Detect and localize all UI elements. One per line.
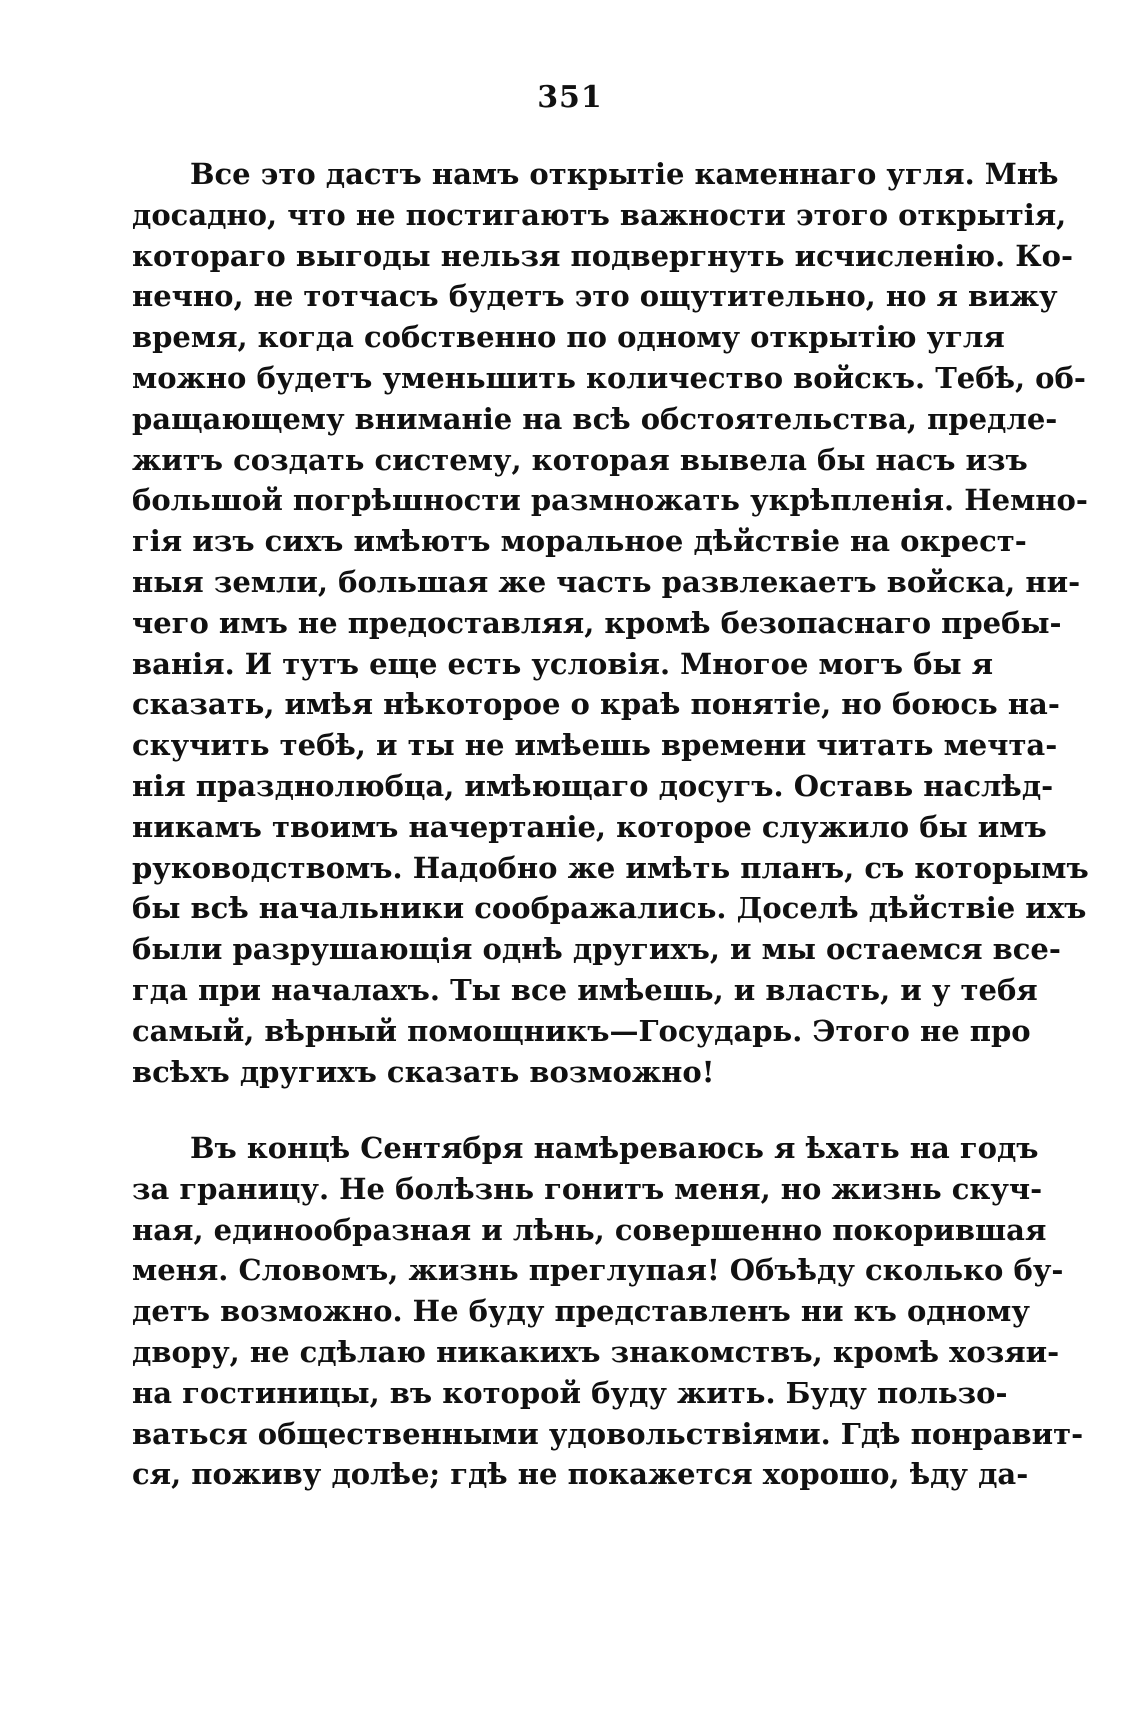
text-line: чего имъ не предоставляя, кромѣ безопаснаго пребы- — [132, 605, 1062, 640]
text-line: большой погрѣшности размножать укрѣпленія. Немно- — [132, 483, 1088, 518]
text-line: детъ возможно. Не буду представленъ ни къ одному — [132, 1294, 1030, 1329]
text-line: были разрушающія однѣ другихъ, и мы остаемся все- — [132, 932, 1061, 967]
text-line: Въ концѣ Сентября намѣреваюсь я ѣхать на годъ — [190, 1131, 1039, 1165]
text-line: ныя земли, большая же часть развлекаетъ войска, ни- — [132, 564, 1081, 599]
text-line: время, когда собственно по одному открытію угля — [132, 320, 1005, 355]
text-line: котораго выгоды нельзя подвергнуть исчисленію. Ко- — [132, 238, 1074, 273]
text-line: руководствомъ. Надобно же имѣть планъ, съ которымъ — [132, 850, 1089, 885]
text-line: бы всѣ начальники соображались. Доселѣ дѣйствіе ихъ — [132, 891, 1087, 926]
text-line: ванія. И тутъ еще есть условія. Многое могъ бы я — [132, 646, 994, 681]
text-line: ся, поживу долѣе; гдѣ не покажется хорошо, ѣду да- — [132, 1457, 1029, 1492]
paragraph-2 — [132, 1128, 1084, 1495]
text-line: Все это дастъ намъ открытіе каменнаго угля. Мнѣ — [190, 157, 1059, 191]
text-line: самый, вѣрный помощникъ—Государь. Этого не про — [132, 1013, 1031, 1048]
text-line: гія изъ сихъ имѣютъ моральное дѣйствіе на окрест- — [132, 524, 1027, 559]
text-line: двору, не сдѣлаю никакихъ знакомствъ, кромѣ хозяи- — [132, 1334, 1060, 1369]
text-line: сказать, имѣя нѣкоторое о краѣ понятіе, но боюсь на- — [132, 687, 1060, 722]
text-line: досадно, что не постигаютъ важности этого открытія, — [132, 197, 1067, 232]
text-line: нечно, не тотчасъ будетъ это ощутительно, но я вижу — [132, 279, 1058, 314]
text-line: за границу. Не болѣзнь гонитъ меня, но жизнь скуч- — [132, 1171, 1043, 1206]
text-line: меня. Словомъ, жизнь преглупая! Объѣду сколько бу- — [132, 1253, 1064, 1288]
text-line: никамъ твоимъ начертаніе, которое служило бы имъ — [132, 809, 1047, 844]
paragraph-1 — [132, 154, 1089, 1092]
text-line: ная, единообразная и лѣнь, совершенно покорившая — [132, 1212, 1047, 1247]
text-line: житъ создать систему, которая вывела бы насъ изъ — [132, 442, 1028, 477]
text-line: всѣхъ другихъ сказать возможно! — [132, 1054, 715, 1089]
text-line: нія празднолюбца, имѣющаго досугъ. Оставь наслѣд- — [132, 768, 1054, 803]
page-number: 351 — [537, 80, 603, 115]
text-line: можно будетъ уменьшить количество войскъ. Тебѣ, об- — [132, 360, 1086, 395]
text-line: ращающему вниманіе на всѣ обстоятельства, предле- — [132, 401, 1058, 436]
text-line: скучить тебѣ, и ты не имѣешь времени читать мечта- — [132, 728, 1058, 763]
text-line: на гостиницы, въ которой буду жить. Буду пользо- — [132, 1375, 1008, 1410]
text-line: гда при началахъ. Ты все имѣешь, и власть, и у тебя — [132, 972, 1038, 1007]
text-line: ваться общественными удовольствіями. Гдѣ понравит- — [132, 1416, 1084, 1451]
